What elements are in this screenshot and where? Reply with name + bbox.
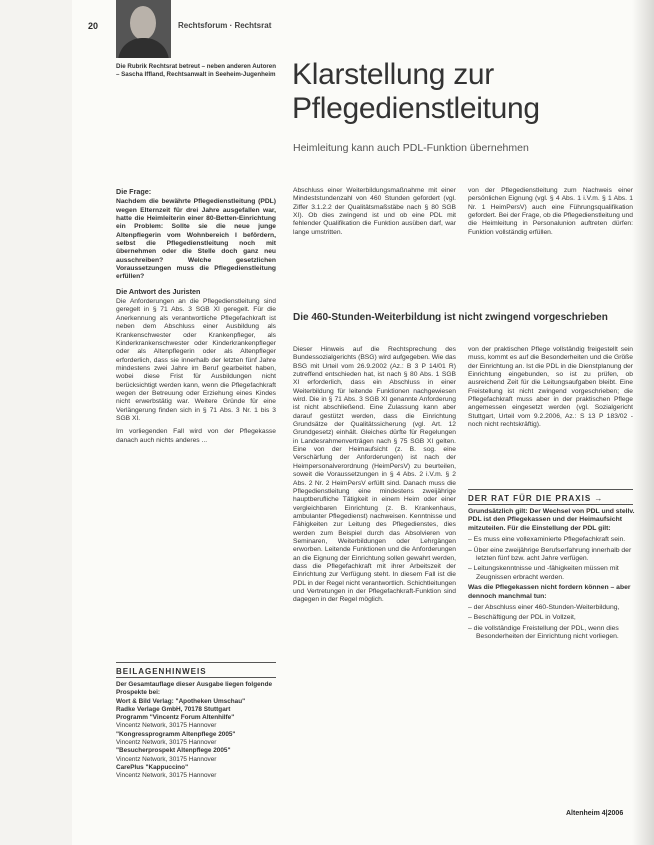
beilagen-item: Vincentz Network, 30175 Hannover — [116, 722, 217, 730]
rat-item-2: – die vollständige Freistellung der PDL, wenn dies Besonderheiten der Einrichtung nicht vorliegen. — [468, 624, 619, 641]
question-heading: Die Frage: — [116, 187, 152, 196]
column-middle-top-text: Abschluss einer Weiterbildungsmaßnahme mit einer Mindeststundenzahl von 460 Stunden gefordert (vgl. Ziffer 3.1.2.2 der Qualitätsmaßstäbe nach § 80 SGB XI). Ob dies zwingend ist und ob eine PDL mit fehlender Qualifikation die Funktion ausüben darf, war lange umstritten. — [293, 187, 456, 236]
rat-item-2-text: der Abschluss einer 460-Stunden-Weiterbildung, — [473, 604, 620, 612]
beilagen-item: CarePlus "Kappuccino" — [116, 763, 189, 771]
column-left — [116, 188, 276, 450]
column-right-bottom — [468, 346, 633, 434]
rat-intro: Grundsätzlich gilt: Der Wechsel von PDL und stellv. PDL ist den Pflegekassen und der Heimaufsicht mitzuteilen. Für die Einstellung der PDL gilt: — [468, 508, 635, 532]
beilagen-item: Vincentz Network, 30175 Hannover — [116, 739, 217, 747]
beilagen-item: Programm "Vincentz Forum Altenhilfe" — [116, 714, 235, 722]
rat-mid: Was die Pflegekassen nicht fordern können – aber dennoch manchmal tun: — [468, 584, 631, 600]
mid-heading: Die 460-Stunden-Weiterbildung ist nicht zwingend vorgeschrieben — [293, 312, 608, 323]
column-middle-bottom — [293, 346, 456, 610]
author-photo-shoulders — [118, 38, 169, 58]
scan-shadow — [632, 0, 654, 845]
answer-text: Die Anforderungen an die Pflegedienstleitung sind geregelt in § 71 Abs. 3 SGB XI geregelt. Für die Anerkennung als verantwortliche Pflegefachkraft ist neben dem Abschluss einer Ausbildung als Krankenschwester oder Krankenpfleger, als Kinderkrankenschwester oder Kinderkrankenpfleger oder als Altenpflegerin oder als Altenpfleger erforderlich, dass sie innerhalb der letzten fünf Jahre mindestens zwei Jahre im Beruf gearbeitet haben, wobei diese Frist für Ausbildungen nicht berücksichtigt werden kann, wenn die Pflegefachkraft wegen der Betreuung oder Erziehung eines Kindes nicht erwerbstätig war. Weitere Gründe für eine Verlängerung finden sich in § 71 Abs. 3 Nr. 1 bis 3 SGB XI. — [116, 298, 276, 422]
rat-heading: DER RAT FÜR DIE PRAXIS → — [468, 494, 604, 503]
rat-item-text: Leitungskenntnisse und -fähigkeiten müssen mit Zeugnissen erbracht werden. — [473, 565, 619, 581]
rat-top-rule — [468, 489, 633, 490]
beilagen-heading: BEILAGENHINWEIS — [116, 667, 207, 676]
article-subtitle: Heimleitung kann auch PDL-Funktion übernehmen — [293, 142, 529, 154]
footer: Altenheim 4|2006 — [566, 810, 624, 817]
rat-item-2-text: die vollständige Freistellung der PDL, wenn dies Besonderheiten der Einrichtung nicht vorliegen. — [473, 624, 619, 641]
article-title: Klarstellung zur Pflegedienstleitung — [292, 58, 540, 125]
page-number: 20 — [88, 21, 99, 31]
beilagen-item: Radke Verlage GmbH, 70178 Stuttgart — [116, 705, 231, 713]
column-right-top-text: von der Pflegedienstleitung zum Nachweis einer persönlichen Eignung (vgl. § 4 Abs. 1 i.V.m. § 1 Abs. 1 Nr. 1 HeimPersV) auch eine Führungsqualifikation gefordert. Bei der Frage, ob die Pflegedienstleitung und die Heimleitung in Personalunion auftreten dürfen: Funktion vollständig erfüllen. — [468, 187, 633, 236]
beilagen-bottom-rule — [116, 677, 276, 678]
beilagen-item: "Kongressprogramm Altenpflege 2005" — [116, 730, 236, 738]
rat-item-2: – Beschäftigung der PDL in Vollzeit, — [468, 614, 576, 622]
rat-item: – Über eine zweijährige Berufserfahrung innerhalb der letzten fünf bzw. acht Jahre verfügen. — [468, 546, 632, 563]
beilagen-intro: Der Gesamtauflage dieser Ausgabe liegen folgende Prospekte bei: — [116, 681, 273, 697]
rat-item: – Es muss eine vollexaminierte Pflegefachkraft sein. — [468, 536, 626, 544]
question-text: Nachdem die bewährte Pflegedienstleitung (PDL) wegen Elternzeit für drei Jahre ausgefallen war, hatte die Heimleiterin einer 80-Betten-Einrichtung ein Problem: Sollte sie die neue junge Altenpflegerin vom Wohnbereich I befördern, selbst die Pflegedienstleitung noch mit übernehmen oder die Stelle doch ganz neu ausschreiben? Welche gesetzlichen Voraussetzungen muss die Pflegedienstleitung erfüllen? — [116, 198, 276, 281]
column-right-top — [468, 187, 633, 242]
rat-item: – Leitungskenntnisse und -fähigkeiten müssen mit Zeugnissen erbracht werden. — [468, 565, 619, 581]
beilagen-item: Wort & Bild Verlag: "Apotheken Umschau" — [116, 697, 246, 705]
section-label: Rechtsforum · Rechtsrat — [178, 21, 272, 30]
beilagen-item: "Besucherprospekt Altenpflege 2005" — [116, 747, 231, 755]
beilagen-box — [116, 681, 276, 781]
column-middle-top — [293, 187, 456, 242]
beilagen-top-rule — [116, 662, 276, 663]
beilagen-item: Vincentz Network, 30175 Hannover — [116, 755, 217, 763]
rat-box — [468, 508, 636, 644]
answer-text-2: Im vorliegenden Fall wird von der Pflegekasse danach auch nichts anderes ... — [116, 428, 276, 444]
rat-item-text: Über eine zweijährige Berufserfahrung innerhalb der letzten fünf bzw. acht Jahre verfügen. — [473, 546, 632, 563]
rat-item-2-text: Beschäftigung der PDL in Vollzeit, — [473, 614, 576, 622]
rat-bottom-rule — [468, 504, 633, 505]
column-right-bottom-text: von der praktischen Pflege vollständig freigestellt sein muss, kommt es auf die Besonderheiten und die Größe der Einrichtung an. Ist die PDL in die Dienstplanung der Einrichtung eingebunden, so ist zu prüfen, ob ausreichend Zeit für die Leitungsaufgaben bleibt. Eine Freistellung ist nicht zwingend vorgeschrieben; die Pflegefachkraft muss aber in der praktischen Pflege angemessen eingesetzt werden (vgl. Sozialgericht Stuttgart, Urteil vom 9.2.2006, Az.: S 13 P 183/02 - noch nicht rechtskräftig). — [468, 346, 633, 429]
answer-heading: Die Antwort des Juristen — [116, 286, 201, 296]
author-photo — [116, 0, 171, 58]
beilagen-item: Vincentz Network, 30175 Hannover — [116, 772, 217, 780]
rat-item-2: – der Abschluss einer 460-Stunden-Weiterbildung, — [468, 604, 620, 612]
rat-item-text: Es muss eine vollexaminierte Pflegefachkraft sein. — [473, 536, 626, 544]
author-photo-head — [130, 6, 156, 40]
column-middle-bottom-text: Dieser Hinweis auf die Rechtsprechung des Bundessozialgerichts (BSG) wird aufgegeben. Wie das BSG mit Urteil vom 26.9.2002 (Az.: B 3 P 14/01 R) zutreffend entschieden hat, ist nach § 80 Abs. 1 SGB XI erforderlich, dass ein Abschluss in einer Weiterbildung für leitende Funktionen nachgewiesen wird. Die in § 71 Abs. 3 SGB XI genannte Anforderung ist nicht abschließend. Eine Zulassung kann aber darauf gestützt werden, dass die Einrichtung Grundsätze der Qualitätssicherung (vgl. Art. 12 Grundgesetz) einhält. Gleiches dürfte für Regelungen in Landesrahmenverträgen nach § 75 SGB XI gelten. Eine von der Heimaufsicht (z. B. sog. eine Verschärfung der Anforderungen) ist nach der Heimpersonalverordnung (HeimPersV) zu beurteilen, soweit die Voraussetzungen in § 4 Abs. 2 i.V.m. § 2 Abs. 2 Nr. 2 HeimPersV erfüllt sind. Danach muss die Pflegedienstleitung eine mindestens zweijährige hauptberufliche Tätigkeit in einem Heim oder einer vergleichbaren Einrichtung (z. B. Krankenhaus, ambulanter Pflegedienst) nachweisen. Kenntnisse und Fähigkeiten zur Leitung des Pflegedienstes, dies werden zum Beispiel durch das Absolvieren von Seminaren, Weiterbildungen oder Lehrgängen erworben. Leitende Funktionen und die Anforderungen an die Eignung der Einrichtung sollen gewahrt werden, dass die Pflegefachkraft mit ihrer Arbeitszeit der Einrichtung zur Verfügung steht. In diesem Fall ist die PDL in der Regel nicht verantwortlich. Schichtleitungen und Vertretungen in der Pflegefachkraft-Funktion sind dagegen in der Regel möglich. — [293, 346, 456, 604]
author-caption: Die Rubrik Rechtsrat betreut – neben anderen Autoren – Sascha Iffland, Rechtsanwalt in Seeheim-Jugenheim — [116, 63, 276, 78]
